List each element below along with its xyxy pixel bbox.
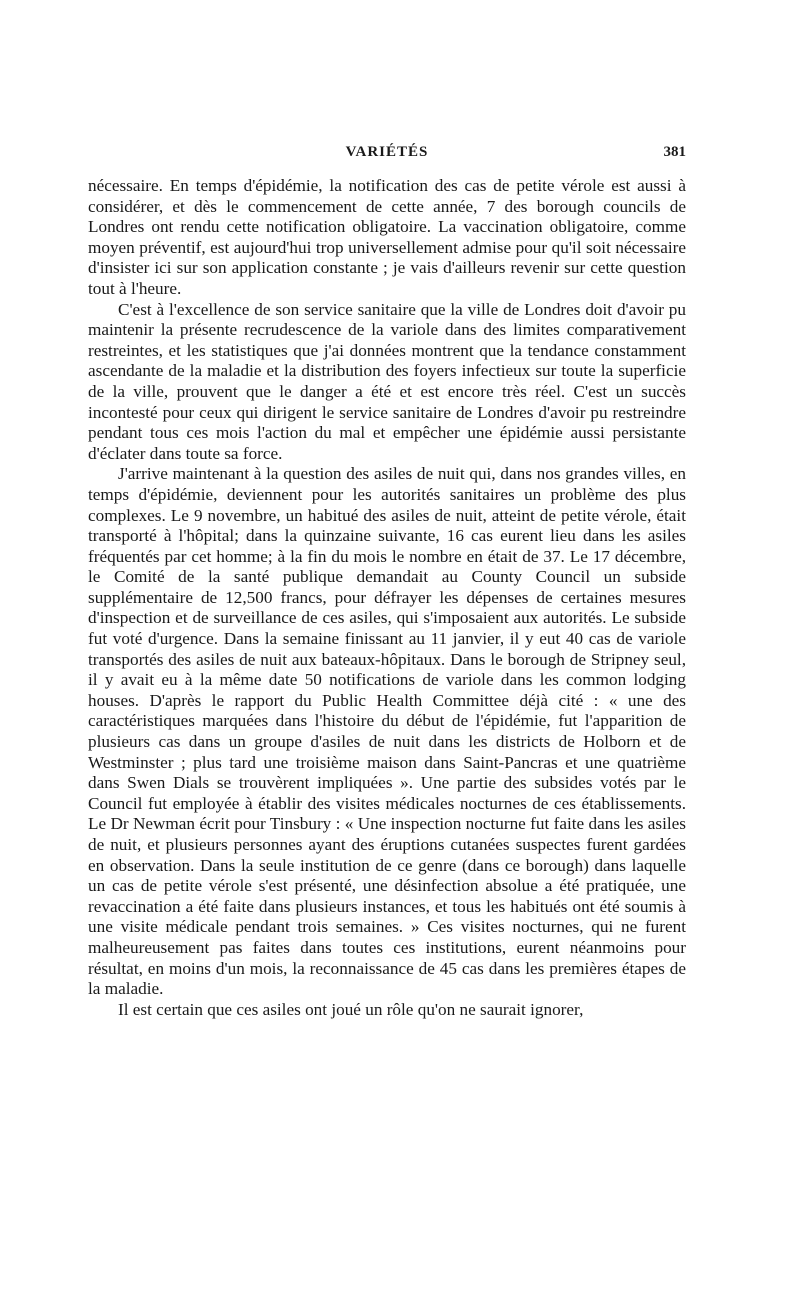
body-text [88,176,686,1020]
paragraph-continuation: nécessaire. En temps d'épidémie, la notification des cas de petite vérole est aussi à considérer, et dès le commencement de cette année, 7 des borough councils de Londres ont rendu cette notification obligatoire. La vaccination obligatoire, comme moyen préventif, est aujourd'hui trop universellement admise pour qu'il soit nécessaire d'insister ici sur son application constante ; je vais d'ailleurs revenir sur cette question tout à l'heure. [88,176,686,298]
paragraph-final-line: Il est certain que ces asiles ont joué un rôle qu'on ne saurait ignorer, [118,999,584,1019]
paragraph-night-shelters: J'arrive maintenant à la question des asiles de nuit qui, dans nos grandes villes, en temps d'épidémie, deviennent pour les autorités sanitaires un problème des plus complexes. Le 9 novembre, un habitué des asiles de nuit, atteint de petite vérole, était transporté à l'hôpital; dans la quinzaine suivante, 16 cas eurent lieu dans les asiles fréquentés par cet homme; à la fin du mois le nombre en était de 37. Le 17 décembre, le Comité de la santé publique demandait au County Council un subside supplémentaire de 12,500 francs, pour défrayer les dépenses de certaines mesures d'inspection et de surveillance de ces asiles, qui s'imposaient aux autorités. Le subside fut voté d'urgence. Dans la semaine finissant au 11 janvier, il y eut 40 cas de variole transportés des asiles de nuit aux bateaux-hôpitaux. Dans le borough de Stripney seul, il y avait eu à la même date 50 notifications de variole dans les common lodging houses. D'après le rapport du Public Health Committee déjà cité : « une des caractéristiques marquées dans l'histoire du début de l'épidémie, fut l'apparition de plusieurs cas dans un groupe d'asiles de nuit dans les districts de Holborn et de Westminster ; plus tard une troisième maison dans Saint-Pancras et une quatrième dans Swen Dials se trouvèrent impliquées ». Une partie des subsides votés par le Council fut employée à établir des visites médicales nocturnes de ces établissements. Le Dr Newman écrit pour Tinsbury : « Une inspection nocturne fut faite dans les asiles de nuit, et plusieurs personnes ayant des éruptions cutanées suspectes furent gardées en observation. Dans la seule institution de ce genre (dans ce borough) dans laquelle un cas de petite vérole s'est présenté, une désinfection absolue a été pratiquée, une revaccination a été faite dans plusieurs instances, et tous les habitués ont été soumis à une visite médicale pendant trois semaines. » Ces visites nocturnes, qui ne furent malheureusement pas faites dans toutes ces institutions, eurent néanmoins pour résultat, en moins d'un mois, la reconnaissance de 45 cas dans les premières étapes de la maladie. [88,464,686,999]
running-title: VARIÉTÉS [345,144,429,160]
page-number: 381 [663,144,686,160]
paragraph-sanitary-service: C'est à l'excellence de son service sanitaire que la ville de Londres doit d'avoir pu maintenir la présente recrudescence de la variole dans des limites comparativement restreintes, et les statistiques que j'ai données montrent que la tendance constamment ascendante de la maladie et la distribution des foyers infectieux sur toute la superficie de la ville, prouvent que le danger a été et est encore très réel. C'est un succès incontesté pour ceux qui dirigent le service sanitaire de Londres d'avoir pu restreindre pendant tous ces mois l'action du mal et empêcher une épidémie aussi persistante d'éclater dans toute sa force. [88,299,686,463]
running-header [88,144,686,168]
